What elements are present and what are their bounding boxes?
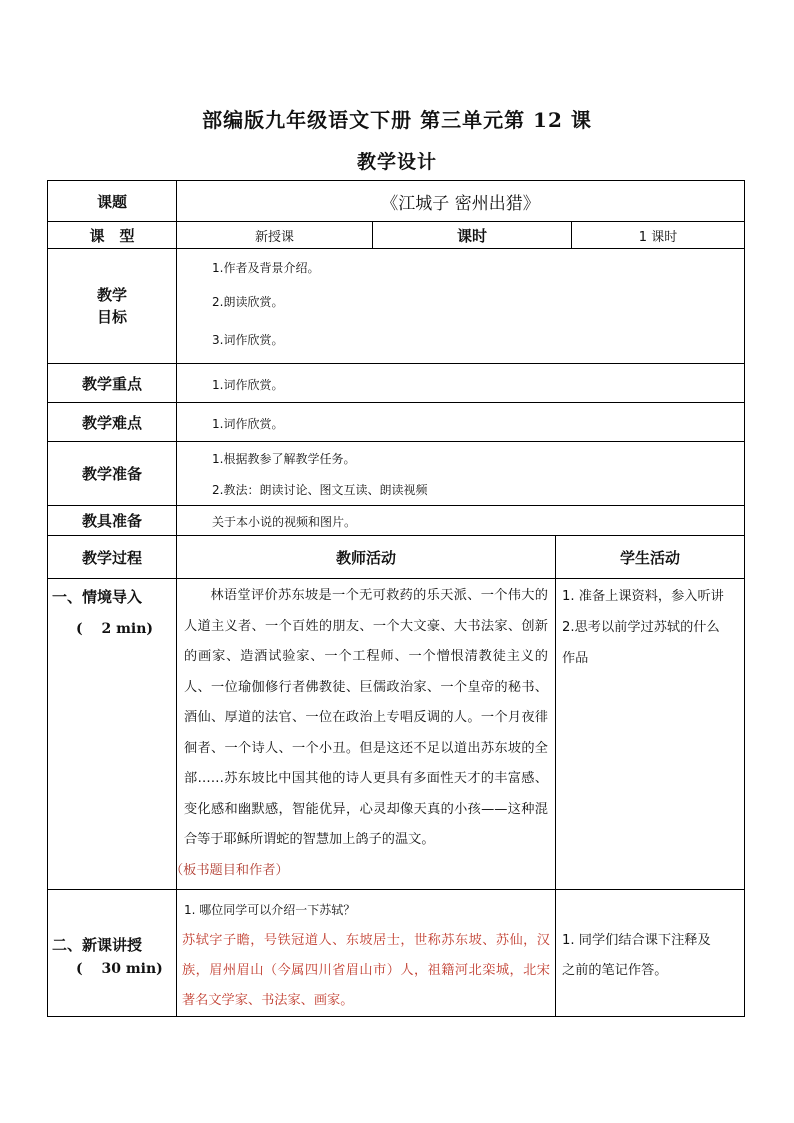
intro-stage-label: 一、情境导入 — [52, 588, 143, 606]
intro-student-activity — [562, 581, 742, 674]
preparation-item: 1.根据教参了解教学任务。 — [212, 452, 356, 466]
tools-value: 关于本小说的视频和图片。 — [212, 515, 357, 529]
new-lesson-answer: 苏轼字子瞻，号铁冠道人、东坡居士，世称苏东坡、苏仙，汉族，眉州眉山（今属四川省眉山市）人，祖籍河北栾城，北宋著名文学家、书法家、画家。 — [182, 933, 550, 1008]
intro-teacher-text — [170, 581, 548, 886]
process-header: 教学过程 — [81, 548, 142, 567]
new-lesson-student-activity — [562, 926, 742, 986]
difficulty-item: 1.词作欣赏。 — [212, 417, 284, 431]
topic-value: 《江城子 密州出猎》 — [381, 193, 540, 214]
new-lesson-stage-label: 二、新课讲授 — [52, 936, 143, 954]
student-activity-line: 2.思考以前学过苏轼的什么 — [562, 620, 720, 635]
goal-item: 2.朗读欣赏。 — [212, 295, 284, 309]
intro-teacher-note: （板书题目和作者） — [170, 862, 289, 878]
document-title: 部编版九年级语文下册 第三单元第 12 课 — [202, 108, 592, 132]
intro-duration: ( 2 min) — [76, 621, 154, 637]
tools-label: 教具准备 — [81, 512, 142, 530]
topic-label: 课题 — [96, 192, 127, 211]
goals-label-line2: 目标 — [96, 308, 127, 326]
student-activity-line: 1. 准备上课资料，参入听讲 — [562, 589, 724, 604]
type-value: 新授课 — [254, 229, 294, 245]
student-activity-line: 1. 同学们结合课下注释及 — [562, 933, 711, 948]
document-subtitle: 教学设计 — [356, 151, 437, 173]
student-activity-header: 学生活动 — [619, 548, 680, 567]
goals-label — [48, 249, 176, 363]
new-lesson-question: 1. 哪位同学可以介绍一下苏轼？ — [184, 903, 356, 917]
goal-item: 3.词作欣赏。 — [212, 333, 284, 347]
preparation-label: 教学准备 — [81, 465, 142, 483]
hours-label: 课时 — [456, 226, 487, 245]
type-label: 课 型 — [89, 226, 135, 245]
intro-teacher-paragraph: 林语堂评价苏东坡是一个无可救药的乐天派、一个伟大的人道主义者、一个百姓的朋友、一个大文豪、大书法家、创新的画家、造酒试验家、一个工程师、一个憎恨清教徒主义的人、一位瑜伽修行者佛教徒、巨儒政治家、一个皇帝的秘书、酒仙、厚道的法官、一位在政治上专唱反调的人。一个月夜徘徊者、一个诗人、一个小丑。但是这还不足以道出苏东坡的全部……苏东坡比中国其他的诗人更具有多面性天才的丰富感、变化感和幽默感，智能优异，心灵却像天真的小孩——这种混合等于耶稣所谓蛇的智慧加上鸽子的温文。 — [184, 588, 548, 847]
hours-value: 1 课时 — [638, 229, 678, 245]
student-activity-line: 作品 — [562, 651, 589, 666]
key-points-label: 教学重点 — [81, 374, 142, 393]
goals-label-line1: 教学 — [96, 286, 127, 304]
difficulties-label: 教学难点 — [81, 413, 142, 432]
teacher-activity-header: 教师活动 — [335, 548, 396, 567]
goal-item: 1.作者及背景介绍。 — [212, 261, 320, 275]
student-activity-line: 之前的笔记作答。 — [562, 963, 668, 978]
new-lesson-duration: ( 30 min) — [76, 961, 163, 977]
key-point-item: 1.词作欣赏。 — [212, 378, 284, 392]
preparation-item: 2.教法：朗读讨论、图文互读、朗读视频 — [212, 483, 428, 497]
